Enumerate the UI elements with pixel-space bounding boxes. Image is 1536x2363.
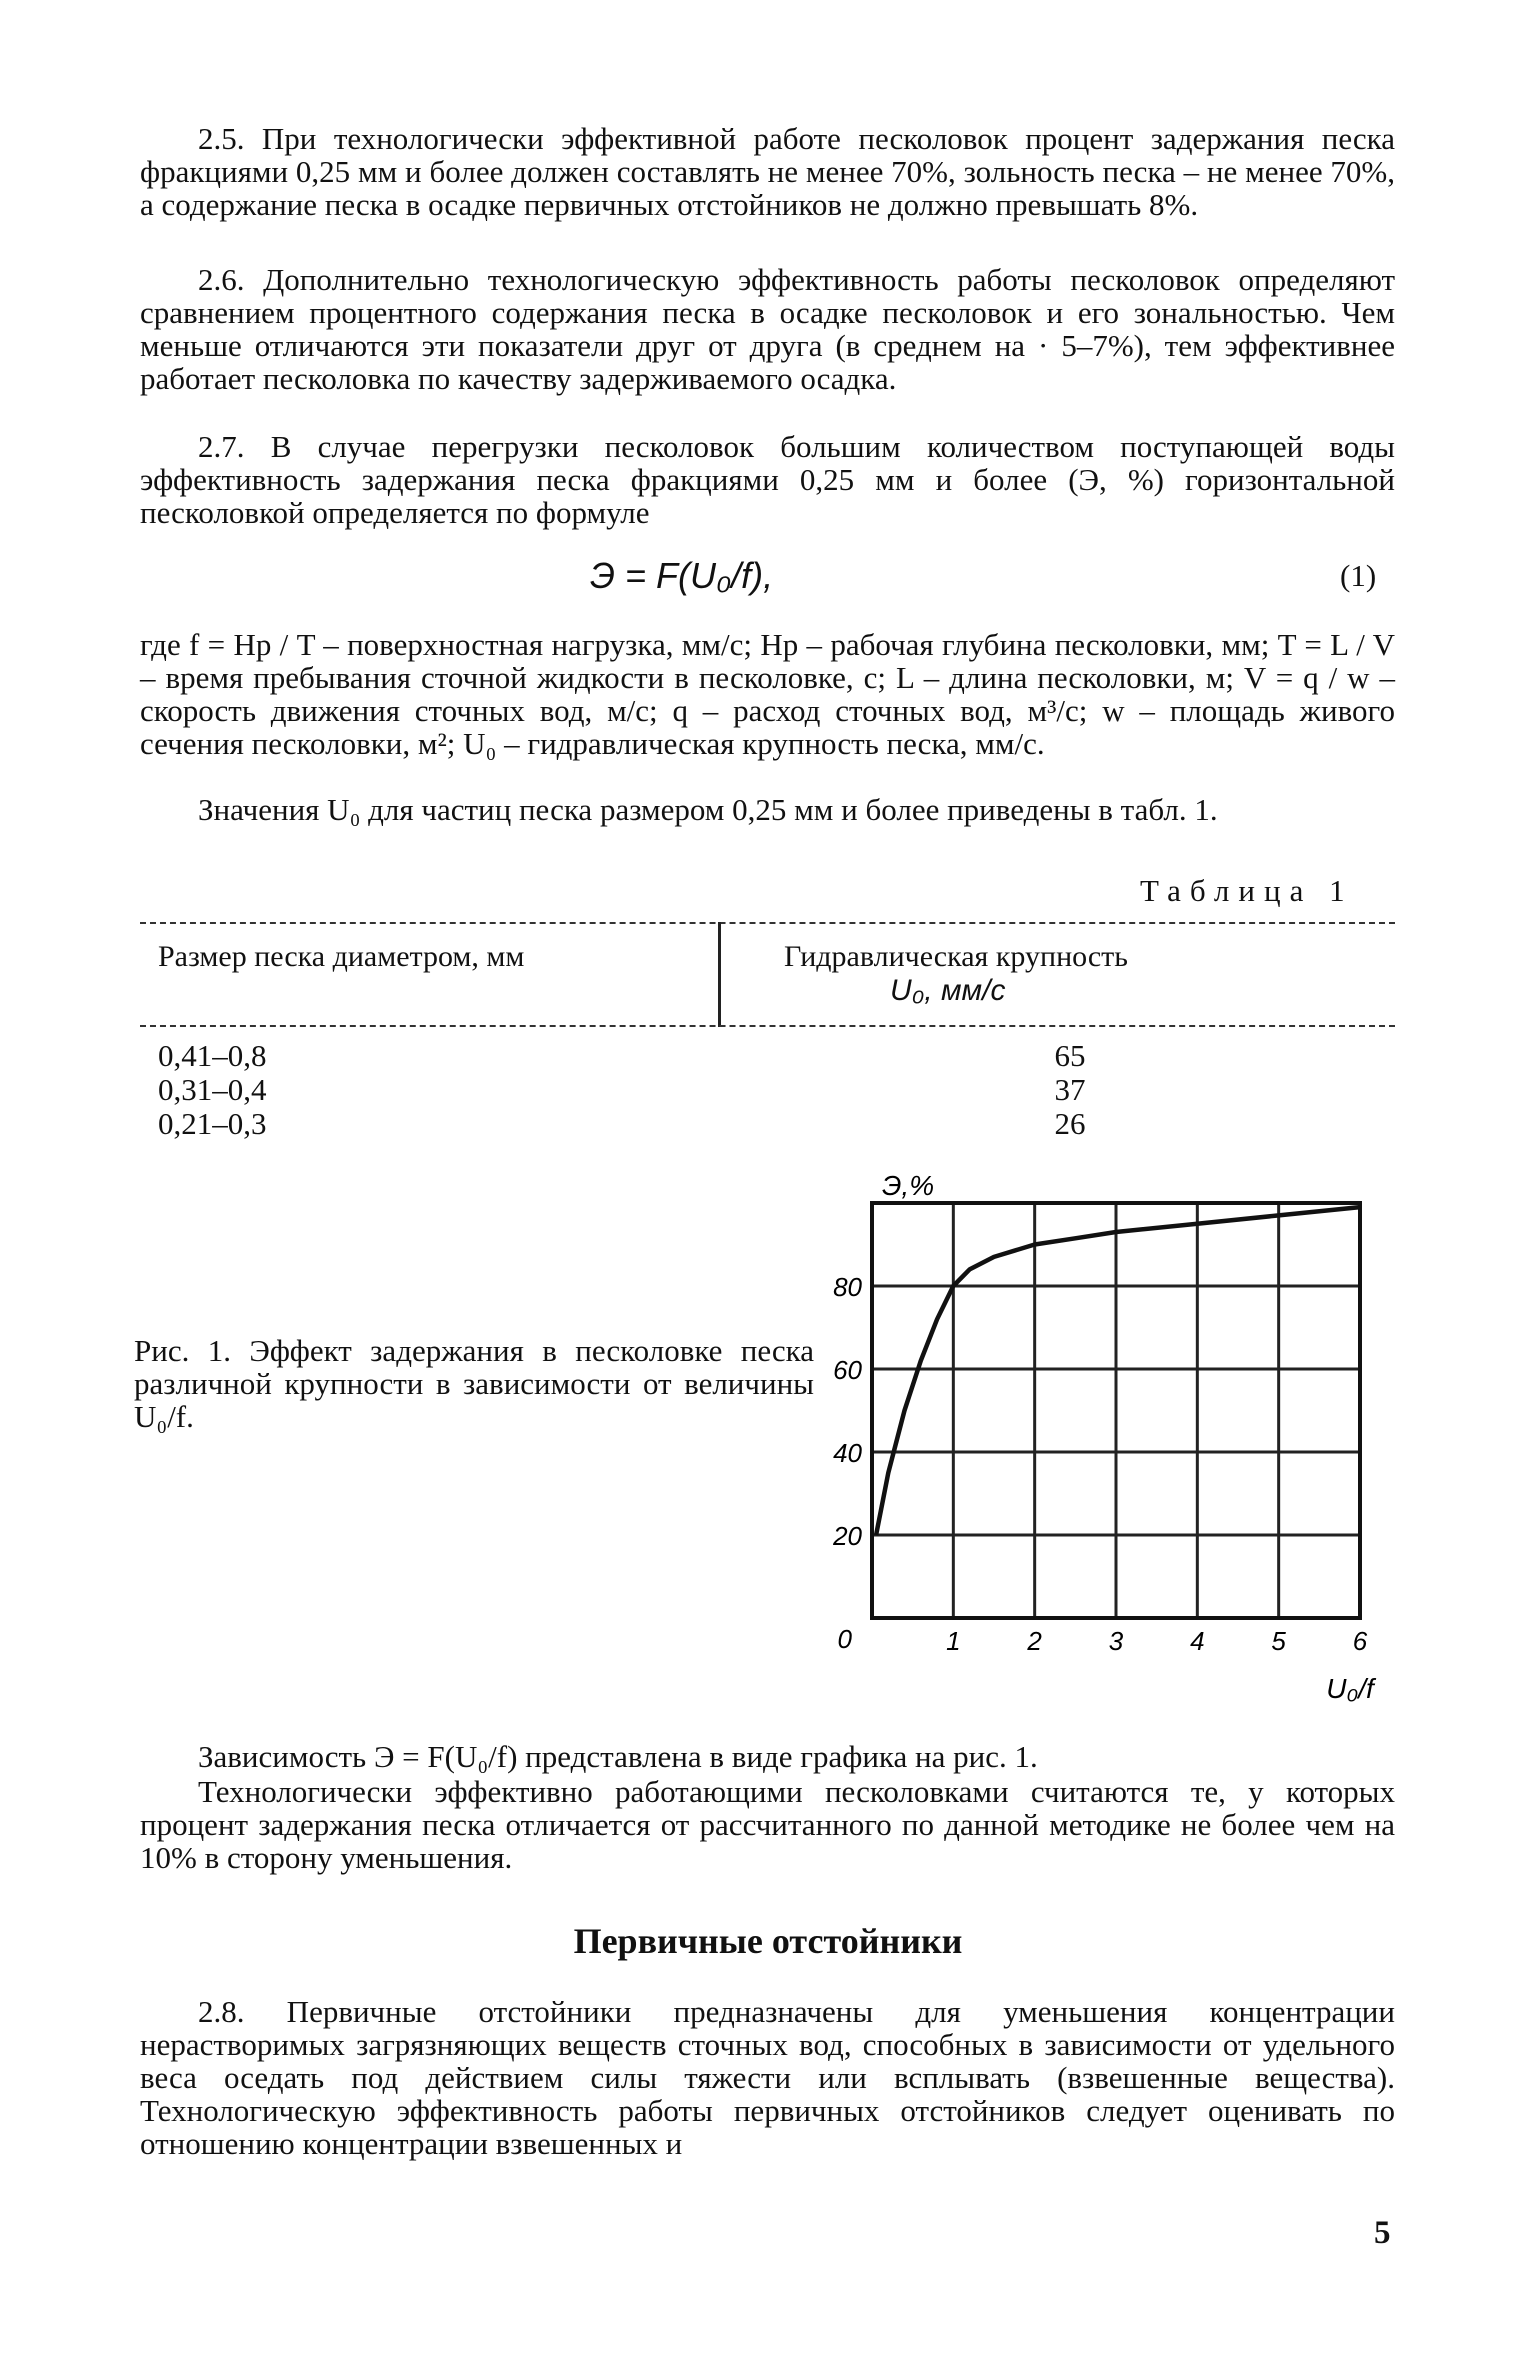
table-header-unit: U₀, мм/с xyxy=(890,974,1006,1007)
table-column-divider xyxy=(718,922,721,1027)
dependency-statement: Зависимость Э = F(U₀/f) представлена в виде графика на рис. 1. xyxy=(198,1739,1038,1774)
paragraph-2-6: 2.6. Дополнительно технологическую эффективность работы песколовок определяют сравнением процентного содержания песка в осадке песколовок и его зональностью. Чем меньше отличаются эти показатели друг от друга (в среднем на · 5–7%), тем эффективнее работает песколовка по качеству задерживаемого осадка. xyxy=(140,262,1395,396)
paragraph-2-7: 2.7. В случае перегрузки песколовок большим количеством поступающей воды эффективность задержания песка фракциями 0,25 мм и более (Э, %) горизонтальной песколовкой определяется по формуле xyxy=(140,429,1395,530)
paragraph-2-8: 2.8. Первичные отстойники предназначены для уменьшения концентрации нерастворимых загрязняющих веществ сточных вод, способных в зависимости от удельного веса оседать под действием силы тяжести или всплывать (взвешенные вещества). Технологическую эффективность работы первичных отстойников следует оценивать по отношению концентрации взвешенных и xyxy=(140,1994,1395,2161)
chart-y-tick-label: 40 xyxy=(833,1438,862,1468)
table-header-hydraulic: Гидравлическая крупность xyxy=(784,940,1128,973)
formula-explanation: где f = Hр / T – поверхностная нагрузка, мм/с; Hр – рабочая глубина песколовки, мм; T = L / V – время пребывания сточной жидкости в песколовке, с; L – длина песколовки, м; V = q / w – скорость движения сточных вод, м/с; q – расход сточных вод, м³/с; w – площадь живого сечения песколовки, м²; U₀ – гидравлическая крупность песка, мм/с. xyxy=(140,627,1395,761)
chart-x-tick-label: 5 xyxy=(1271,1626,1286,1656)
table-cell-value: 37 xyxy=(1054,1072,1086,1107)
effectiveness-criterion: Технологически эффективно работающими песколовками считаются те, у которых процент задержания песка отличается от рассчитанного по данной методике не более чем на 10% в сторону уменьшения. xyxy=(140,1774,1395,1875)
formula-number: (1) xyxy=(1340,558,1377,593)
chart-x-tick-label: 1 xyxy=(946,1626,961,1656)
table-header-size: Размер песка диаметром, мм xyxy=(158,940,525,973)
chart-y-tick-label: 60 xyxy=(833,1355,862,1385)
chart-origin-label: 0 xyxy=(837,1624,852,1654)
chart-y-axis-label: Э,% xyxy=(882,1170,935,1201)
table-header-rule xyxy=(140,1025,1395,1027)
chart-y-tick-label: 80 xyxy=(833,1272,862,1302)
paragraph-2-5: 2.5. При технологически эффективной работе песколовок процент задержания песка фракциями 0,25 мм и более должен составлять не менее 70%, зольность песка – не менее 70%, а содержание песка в осадке первичных отстойников не должно превышать 8%. xyxy=(140,121,1395,222)
chart-series-line xyxy=(876,1207,1360,1535)
page-number: 5 xyxy=(1374,2215,1391,2251)
values-reference: Значения U₀ для частиц песка размером 0,25 мм и более приведены в табл. 1. xyxy=(198,792,1218,827)
table-cell-size: 0,21–0,3 xyxy=(158,1106,267,1141)
formula: Э = F(U₀/f), xyxy=(590,555,774,596)
figure-caption: Рис. 1. Эффект задержания в песколовке песка различной крупности в зависимости от величины U₀/f. xyxy=(134,1333,814,1434)
retention-chart xyxy=(820,1170,1380,1710)
table-top-rule xyxy=(140,922,1395,924)
chart-y-tick-label: 20 xyxy=(833,1521,862,1551)
chart-x-tick-label: 2 xyxy=(1027,1626,1042,1656)
table-cell-size: 0,31–0,4 xyxy=(158,1072,267,1107)
chart-x-tick-label: 4 xyxy=(1190,1626,1205,1656)
chart-x-tick-label: 6 xyxy=(1352,1626,1368,1656)
table-cell-size: 0,41–0,8 xyxy=(158,1038,267,1073)
table-cell-value: 65 xyxy=(1054,1038,1086,1073)
table-caption: Таблица 1 xyxy=(1140,873,1354,908)
chart-x-axis-label: U₀/f xyxy=(1326,1673,1374,1704)
chart-x-tick-label: 3 xyxy=(1108,1626,1124,1656)
section-title: Первичные отстойники xyxy=(573,1921,963,1961)
table-cell-value: 26 xyxy=(1054,1106,1086,1141)
